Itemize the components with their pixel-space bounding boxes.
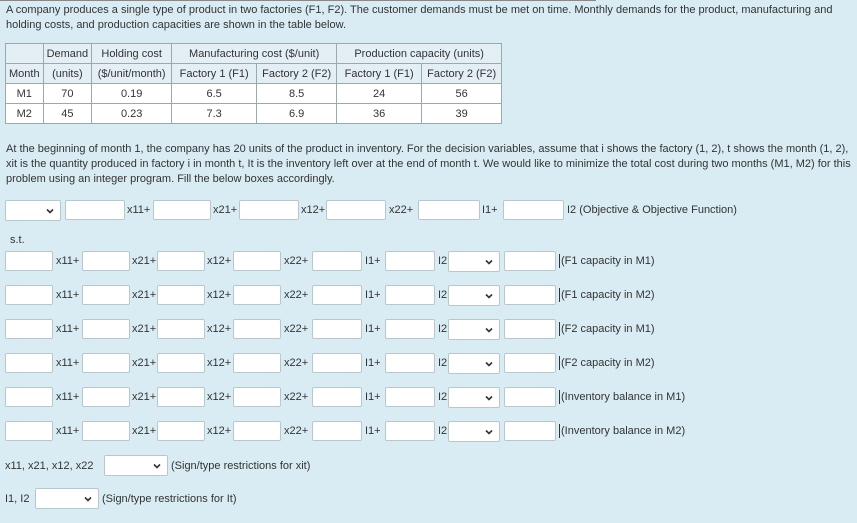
table-cell: 0.19	[92, 84, 172, 104]
table-cell: 7.3	[172, 104, 257, 124]
table-header-cell: Manufacturing cost ($/unit)	[172, 44, 337, 64]
constraint-var-label: I2	[438, 425, 448, 437]
table-cell: 45	[43, 104, 92, 124]
chevron-down-icon	[485, 258, 493, 266]
constraint-coef-x22[interactable]	[233, 387, 281, 407]
constraint-rhs-input[interactable]	[504, 285, 556, 305]
constraint-coef-x11[interactable]	[5, 285, 53, 305]
table-header-cell: Month	[6, 64, 44, 84]
constraint-coef-i1[interactable]	[312, 353, 362, 373]
separator	[559, 288, 560, 302]
table-header-row	[6, 44, 502, 64]
constraint-coef-i2[interactable]	[385, 319, 435, 339]
separator	[559, 424, 560, 438]
constraint-relation-select[interactable]	[448, 285, 500, 306]
constraint-relation-select[interactable]	[448, 353, 500, 374]
constraint-var-label: x11+	[56, 323, 80, 335]
constraint-coef-x12[interactable]	[157, 285, 205, 305]
chevron-down-icon	[485, 428, 493, 436]
constraint-relation-select[interactable]	[448, 421, 500, 442]
constraint-var-label: x12+	[207, 391, 232, 403]
constraint-var-label: x11+	[56, 391, 80, 403]
table-cell: M1	[6, 84, 44, 104]
constraint-var-label: I1+	[365, 255, 381, 267]
table-header-cell: Production capacity (units)	[337, 44, 502, 64]
constraint-label: (F2 capacity in M2)	[561, 357, 655, 369]
constraint-coef-x21[interactable]	[82, 285, 130, 305]
constraint-var-label: I2	[438, 323, 448, 335]
constraint-var-label: x11+	[56, 357, 80, 369]
constraint-coef-x11[interactable]	[5, 421, 53, 441]
constraint-label: (F1 capacity in M2)	[561, 289, 655, 301]
chevron-down-icon	[485, 360, 493, 368]
table-row	[6, 84, 502, 104]
table-header-cell: Demand	[43, 44, 92, 64]
objective-var-label: x22+	[389, 204, 414, 216]
constraint-var-label: I1+	[365, 357, 381, 369]
constraint-var-label: x12+	[207, 357, 232, 369]
objective-coef-x21[interactable]	[153, 200, 211, 220]
table-cell: 70	[43, 84, 92, 104]
table-cell: 24	[337, 84, 422, 104]
constraint-coef-x11[interactable]	[5, 251, 53, 271]
constraint-coef-x22[interactable]	[233, 319, 281, 339]
table-header-cell: Factory 1 (F1)	[337, 64, 422, 84]
constraint-coef-x21[interactable]	[82, 421, 130, 441]
constraint-coef-x21[interactable]	[82, 319, 130, 339]
sign-i-vars: I1, I2	[5, 493, 30, 505]
sign-x-label: (Sign/type restrictions for xit)	[171, 460, 311, 472]
constraint-var-label: x22+	[284, 391, 309, 403]
constraint-var-label: I1+	[365, 289, 381, 301]
chevron-down-icon	[153, 462, 161, 470]
objective-var-label: x12+	[301, 204, 326, 216]
constraint-coef-x12[interactable]	[157, 251, 205, 271]
table-cell: 0.23	[92, 104, 172, 124]
constraint-coef-x22[interactable]	[233, 251, 281, 271]
constraint-coef-x22[interactable]	[233, 285, 281, 305]
constraint-rhs-input[interactable]	[504, 387, 556, 407]
separator	[559, 322, 560, 336]
table-header-cell: Holding cost	[92, 44, 172, 64]
constraint-var-label: x11+	[56, 289, 80, 301]
table-cell: 6.5	[172, 84, 257, 104]
constraint-label: (Inventory balance in M2)	[561, 425, 686, 437]
table-cell: 8.5	[257, 84, 337, 104]
table-header-cell: Factory 2 (F2)	[422, 64, 502, 84]
constraint-var-label: x11+	[56, 255, 80, 267]
constraint-rhs-input[interactable]	[504, 319, 556, 339]
constraint-var-label: x22+	[284, 425, 309, 437]
constraint-var-label: x22+	[284, 289, 309, 301]
constraint-var-label: x11+	[56, 425, 80, 437]
constraint-coef-i2[interactable]	[385, 353, 435, 373]
chevron-down-icon	[84, 495, 92, 503]
constraint-coef-i1[interactable]	[312, 421, 362, 441]
objective-var-label: I1+	[482, 204, 498, 216]
constraint-coef-x11[interactable]	[5, 387, 53, 407]
sign-i-select[interactable]	[35, 488, 99, 509]
table-row	[6, 104, 502, 124]
constraint-coef-x21[interactable]	[82, 387, 130, 407]
constraint-coef-i1[interactable]	[312, 319, 362, 339]
constraint-coef-i2[interactable]	[385, 251, 435, 271]
problem-description: At the beginning of month 1, the company has 20 units of the product in inventory. For the decision variables, assume that i shows the factory (1, 2), t shows the month (1, 2), xit is the quantity produced in factory i in month t, It is the inventory left over at the end of month t. We would like to minimize the total cost during two months (M1, M2) for this problem using an integer program. Fill the below boxes accordingly.	[6, 143, 851, 185]
constraint-var-label: x12+	[207, 425, 232, 437]
constraint-var-label: x12+	[207, 289, 232, 301]
table-header-row	[6, 64, 502, 84]
chevron-down-icon	[485, 394, 493, 402]
objective-tail-label: I2 (Objective & Objective Function)	[567, 204, 737, 216]
constraint-coef-x12[interactable]	[157, 387, 205, 407]
objective-coef-x11[interactable]	[65, 200, 125, 220]
constraint-coef-x21[interactable]	[82, 353, 130, 373]
sign-x-vars: x11, x21, x12, x22	[5, 460, 94, 472]
constraint-rhs-input[interactable]	[504, 421, 556, 441]
constraint-label: (F1 capacity in M1)	[561, 255, 655, 267]
constraint-rhs-input[interactable]	[504, 353, 556, 373]
constraint-var-label: I2	[438, 255, 448, 267]
objective-var-label: x11+	[127, 204, 151, 216]
constraint-coef-x12[interactable]	[157, 421, 205, 441]
constraint-var-label: I2	[438, 289, 448, 301]
constraint-coef-i2[interactable]	[385, 421, 435, 441]
objective-sense-select[interactable]	[5, 200, 61, 221]
constraint-rhs-input[interactable]	[504, 251, 556, 271]
table-cell: 6.9	[257, 104, 337, 124]
constraint-var-label: I1+	[365, 425, 381, 437]
chevron-down-icon	[46, 207, 54, 215]
constraint-coef-i1[interactable]	[312, 251, 362, 271]
constraint-coef-x11[interactable]	[5, 353, 53, 373]
constraint-var-label: x21+	[132, 425, 157, 437]
constraint-var-label: x21+	[132, 357, 157, 369]
chevron-down-icon	[485, 326, 493, 334]
data-table	[5, 43, 502, 124]
constraint-coef-x22[interactable]	[233, 353, 281, 373]
constraint-coef-x11[interactable]	[5, 319, 53, 339]
sign-x-select[interactable]	[104, 455, 168, 476]
constraint-coef-x12[interactable]	[157, 353, 205, 373]
table-header-cell: ($/unit/month)	[92, 64, 172, 84]
constraint-var-label: I1+	[365, 323, 381, 335]
table-cell: 56	[422, 84, 502, 104]
sign-i-label: (Sign/type restrictions for It)	[102, 493, 237, 505]
constraint-coef-x21[interactable]	[82, 251, 130, 271]
separator	[559, 356, 560, 370]
constraint-var-label: x12+	[207, 323, 232, 335]
constraint-var-label: x12+	[207, 255, 232, 267]
constraint-coef-i2[interactable]	[385, 285, 435, 305]
table-header-cell	[6, 44, 44, 64]
table-header-cell: Factory 1 (F1)	[172, 64, 257, 84]
separator	[559, 254, 560, 268]
separator	[559, 390, 560, 404]
constraint-relation-select[interactable]	[448, 387, 500, 408]
intro-text: A company produces a single type of product in two factories (F1, F2). The customer demands must be met on time. Monthly demands for the product, manufacturing and holding costs, and production capacities are shown in the table below.	[6, 4, 833, 31]
constraint-coef-i1[interactable]	[312, 285, 362, 305]
constraint-relation-select[interactable]	[448, 251, 500, 272]
objective-coef-i2[interactable]	[503, 200, 564, 220]
constraint-var-label: I2	[438, 357, 448, 369]
constraint-var-label: I1+	[365, 391, 381, 403]
objective-var-label: x21+	[213, 204, 238, 216]
constraint-var-label: x22+	[284, 323, 309, 335]
constraint-coef-i2[interactable]	[385, 387, 435, 407]
constraint-var-label: x22+	[284, 357, 309, 369]
constraint-coef-x22[interactable]	[233, 421, 281, 441]
constraint-var-label: I2	[438, 391, 448, 403]
objective-coef-i1[interactable]	[418, 200, 480, 220]
constraint-coef-x12[interactable]	[157, 319, 205, 339]
constraint-label: (F2 capacity in M1)	[561, 323, 655, 335]
table-header-cell: Factory 2 (F2)	[257, 64, 337, 84]
constraint-coef-i1[interactable]	[312, 387, 362, 407]
st-label: s.t.	[10, 234, 25, 246]
table-cell: 36	[337, 104, 422, 124]
constraint-relation-select[interactable]	[448, 319, 500, 340]
table-header-cell: (units)	[43, 64, 92, 84]
constraint-var-label: x22+	[284, 255, 309, 267]
constraint-label: (Inventory balance in M1)	[561, 391, 686, 403]
constraint-var-label: x21+	[132, 289, 157, 301]
chevron-down-icon	[485, 292, 493, 300]
table-cell: 39	[422, 104, 502, 124]
top-border	[0, 0, 596, 1]
objective-coef-x22[interactable]	[326, 200, 386, 220]
table-cell: M2	[6, 104, 44, 124]
constraint-var-label: x21+	[132, 323, 157, 335]
objective-coef-x12[interactable]	[239, 200, 299, 220]
constraint-var-label: x21+	[132, 255, 157, 267]
constraint-var-label: x21+	[132, 391, 157, 403]
